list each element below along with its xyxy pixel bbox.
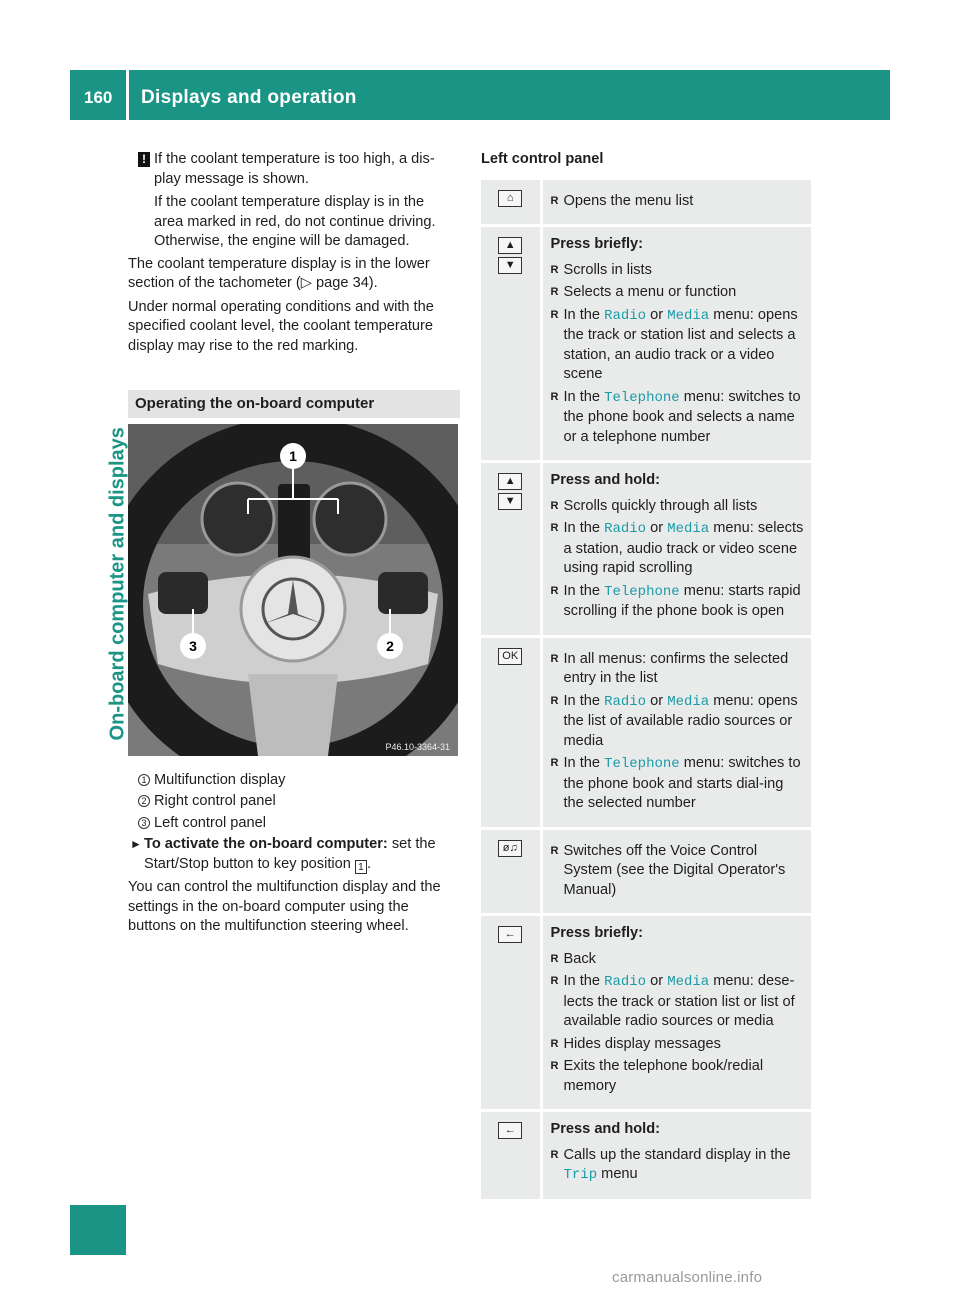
side-color-block xyxy=(70,1205,126,1255)
down-arrow-button-icon: ▼ xyxy=(498,493,522,510)
control-key-cell xyxy=(481,915,541,1111)
control-row xyxy=(481,180,811,226)
right-column xyxy=(481,150,811,1202)
bullet-text: In the xyxy=(563,388,605,405)
bullet-text: In the xyxy=(563,692,605,709)
bullet-text: Switches off the Voice Control System (see the Digital Operator's Manual) xyxy=(563,842,786,898)
ok-button-icon: OK xyxy=(498,648,522,665)
warning-icon: ! xyxy=(138,152,150,167)
control-bullet xyxy=(551,754,806,814)
control-bullet xyxy=(551,692,806,752)
menu-name: Radio xyxy=(604,521,647,537)
control-bullet xyxy=(551,842,806,901)
control-description-cell xyxy=(541,180,811,226)
control-description-cell xyxy=(541,828,811,915)
legend-item xyxy=(128,814,460,834)
voice-off-button-icon: ø♫ xyxy=(498,840,522,857)
back-button-icon: ← xyxy=(498,926,522,943)
legend-label: Right control panel xyxy=(154,793,276,809)
panel-heading: Left control panel xyxy=(481,151,604,167)
up-arrow-button-icon: ▲ xyxy=(498,473,522,490)
control-description-cell xyxy=(541,915,811,1111)
control-bullet xyxy=(551,192,806,212)
menu-name: Radio xyxy=(604,974,647,990)
warning-line: area marked in red, do not continue driving. xyxy=(154,213,436,230)
control-paragraph: You can control the multifunction display and the settings in the on-board computer using the buttons on the multifunction steering wheel. xyxy=(128,879,441,934)
control-description-cell xyxy=(541,1111,811,1201)
page-title: Displays and operation xyxy=(141,87,357,108)
menu-name: Media xyxy=(667,307,710,324)
control-bullet xyxy=(551,582,806,622)
control-table xyxy=(481,180,811,1202)
warning-line: If the coolant temperature is too high, a dis- xyxy=(154,151,435,167)
control-bullet xyxy=(551,1057,806,1096)
legend-number: 1 xyxy=(138,774,150,786)
key-position-icon: 1 xyxy=(355,860,367,874)
legend-number: 3 xyxy=(138,817,150,829)
menu-name: Media xyxy=(667,521,710,537)
photo-code: P46.10-3364-31 xyxy=(385,742,450,752)
bullet-text: In the xyxy=(563,973,605,989)
bullet-text: Back xyxy=(563,950,596,967)
bullet-text: Scrolls quickly through all lists xyxy=(563,497,758,514)
coolant-paragraph-2: Under normal operating conditions and with the specified coolant level, the coolant temperature display may rise to the red marking. xyxy=(128,298,434,354)
bullet-text: Opens the menu list xyxy=(563,192,694,209)
control-key-cell xyxy=(481,226,541,462)
back-button-icon: ← xyxy=(498,1122,522,1139)
warning-line: play message is shown. xyxy=(154,170,309,187)
bullet-text: menu: starts rapid scrolling if the phone book is open xyxy=(563,582,801,619)
legend-label: Multifunction display xyxy=(154,771,286,788)
callout-2: 2 xyxy=(386,638,394,654)
bullet-text: menu: switches to the phone book and selects a name or a telephone number xyxy=(563,388,801,445)
legend-item xyxy=(128,792,460,812)
control-bullet xyxy=(551,283,806,303)
control-description-cell xyxy=(541,462,811,637)
bullet-text: Selects a menu or function xyxy=(563,284,737,300)
control-row xyxy=(481,462,811,637)
control-bullet xyxy=(551,306,806,385)
control-row xyxy=(481,226,811,462)
bullet-text: In the xyxy=(563,582,605,599)
menu-name: Radio xyxy=(604,693,647,710)
bullet-text: Scrolls in lists xyxy=(563,261,652,278)
legend-item xyxy=(128,771,460,791)
control-mode-title: Press and hold: xyxy=(550,472,660,488)
bullet-text: In all menus: confirms the selected entry in the list xyxy=(563,650,789,686)
watermark: carmanualsonline.info xyxy=(612,1269,763,1286)
warning-line: If the coolant temperature display is in the xyxy=(154,194,425,210)
menu-name: Telephone xyxy=(604,583,680,600)
down-arrow-button-icon: ▼ xyxy=(498,257,522,274)
menu-name: Telephone xyxy=(604,756,680,772)
action-arrow-icon: ► xyxy=(130,837,142,851)
side-chapter-tab: On-board computer and displays xyxy=(106,427,129,741)
page-number: 160 xyxy=(84,88,113,107)
control-bullet xyxy=(551,497,806,517)
control-mode-title: Press and hold: xyxy=(550,1121,660,1137)
action-step xyxy=(128,835,460,874)
bullet-text: or xyxy=(646,306,668,323)
bullet-text: Calls up the standard display in the xyxy=(563,1146,791,1163)
steering-wheel-photo xyxy=(128,424,458,756)
bullet-text: Exits the telephone book/redial memory xyxy=(563,1058,764,1094)
bullet-text: menu xyxy=(597,1166,638,1182)
control-row xyxy=(481,636,811,828)
control-bullet xyxy=(551,388,806,448)
control-key-cell xyxy=(481,1111,541,1201)
action-text: set the Start/Stop button to key position xyxy=(144,836,436,872)
page-header xyxy=(70,70,890,120)
coolant-paragraph: The coolant temperature display is in the lower section of the tachometer (▷ page 34). xyxy=(128,255,430,291)
bullet-text: menu: opens the track or station list and selects a station, an audio track or a video scene xyxy=(563,306,798,382)
callout-1: 1 xyxy=(289,448,297,464)
control-key-cell xyxy=(481,462,541,637)
control-row xyxy=(481,915,811,1111)
action-end: . xyxy=(366,855,371,872)
legend-label: Left control panel xyxy=(154,814,266,831)
control-bullet xyxy=(551,950,806,970)
control-mode-title: Press briefly: xyxy=(550,236,643,252)
home-button-icon: ⌂ xyxy=(498,190,522,207)
control-row xyxy=(481,828,811,915)
control-row xyxy=(481,1111,811,1201)
control-bullet xyxy=(551,1035,806,1055)
action-title: To activate the on-board computer: xyxy=(144,836,388,852)
bullet-text: menu: selects a station, audio track or video scene using rapid scrolling xyxy=(563,520,804,576)
control-bullet xyxy=(551,650,806,689)
control-key-cell xyxy=(481,180,541,226)
control-bullet xyxy=(551,519,806,579)
menu-name: Media xyxy=(667,693,710,710)
control-bullet xyxy=(551,1146,806,1186)
bullet-text: In the xyxy=(563,520,605,536)
legend-number: 2 xyxy=(138,795,150,807)
menu-name: Trip xyxy=(563,1167,598,1183)
control-mode-title: Press briefly: xyxy=(550,925,643,941)
control-key-cell xyxy=(481,636,541,828)
bullet-text: Hides display messages xyxy=(563,1035,721,1052)
bullet-text: In the xyxy=(563,306,605,323)
warning-note xyxy=(128,150,460,252)
bullet-text: menu: dese-lects the track or station list or list of available radio sources or media xyxy=(563,973,795,1029)
bullet-text: In the xyxy=(563,755,605,771)
control-description-cell xyxy=(541,636,811,828)
bullet-text: or xyxy=(646,520,668,536)
menu-name: Radio xyxy=(604,307,647,324)
menu-name: Telephone xyxy=(604,389,680,406)
bullet-text: menu: switches to the phone book and starts dial-ing the selected number xyxy=(563,755,801,811)
header-divider xyxy=(126,70,129,120)
bullet-text: menu: opens the list of available radio sources or media xyxy=(563,692,798,749)
control-bullet xyxy=(551,261,806,281)
warning-line: Otherwise, the engine will be damaged. xyxy=(154,233,410,249)
up-arrow-button-icon: ▲ xyxy=(498,237,522,254)
section-heading: Operating the on-board computer xyxy=(128,390,460,418)
callout-3: 3 xyxy=(189,638,197,654)
left-column xyxy=(128,150,460,941)
menu-name: Media xyxy=(667,974,710,990)
bullet-text: or xyxy=(646,692,668,709)
control-key-cell xyxy=(481,828,541,915)
control-description-cell xyxy=(541,226,811,462)
control-bullet xyxy=(551,972,806,1032)
bullet-text: or xyxy=(646,973,668,989)
